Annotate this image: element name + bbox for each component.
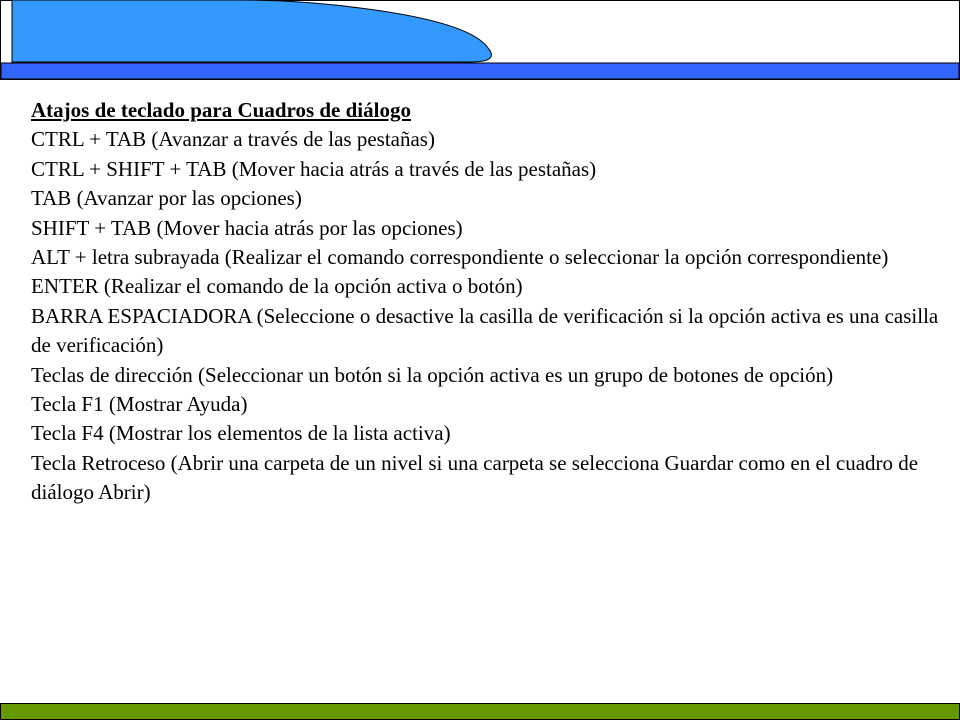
section-heading: Atajos de teclado para Cuadros de diálogo — [31, 98, 411, 122]
shortcut-line: Teclas de dirección (Seleccionar un botón si la opción activa es un grupo de botones de opción) — [31, 362, 834, 387]
shortcut-line: SHIFT + TAB (Mover hacia atrás por las opciones) — [31, 215, 463, 240]
footer-green-bar — [1, 704, 960, 720]
shortcut-line: ENTER (Realizar el comando de la opción activa o botón) — [31, 274, 523, 299]
shortcut-line: Tecla F4 (Mostrar los elementos de la lista activa) — [31, 421, 451, 446]
shortcut-list — [31, 96, 946, 508]
header-decoration — [0, 0, 960, 80]
shortcut-line: TAB (Avanzar por las opciones) — [31, 186, 302, 211]
shortcut-line: BARRA ESPACIADORA (Seleccione o desactive la casilla de verificación si la opción activa es una casilla de verificación) — [31, 303, 939, 358]
header-blue-bar — [1, 63, 959, 79]
shortcut-line: ALT + letra subrayada (Realizar el comando correspondiente o seleccionar la opción correspondiente) — [31, 245, 889, 270]
shortcut-line: Tecla Retroceso (Abrir una carpeta de un nivel si una carpeta se selecciona Guardar como en el cuadro de diálogo Abrir) — [31, 450, 919, 505]
shortcut-line: CTRL + SHIFT + TAB (Mover hacia atrás a través de las pestañas) — [31, 156, 597, 181]
shortcut-line: Tecla F1 (Mostrar Ayuda) — [31, 392, 248, 417]
shortcut-line: CTRL + TAB (Avanzar a través de las pestañas) — [31, 127, 435, 152]
footer-decoration — [0, 703, 960, 720]
